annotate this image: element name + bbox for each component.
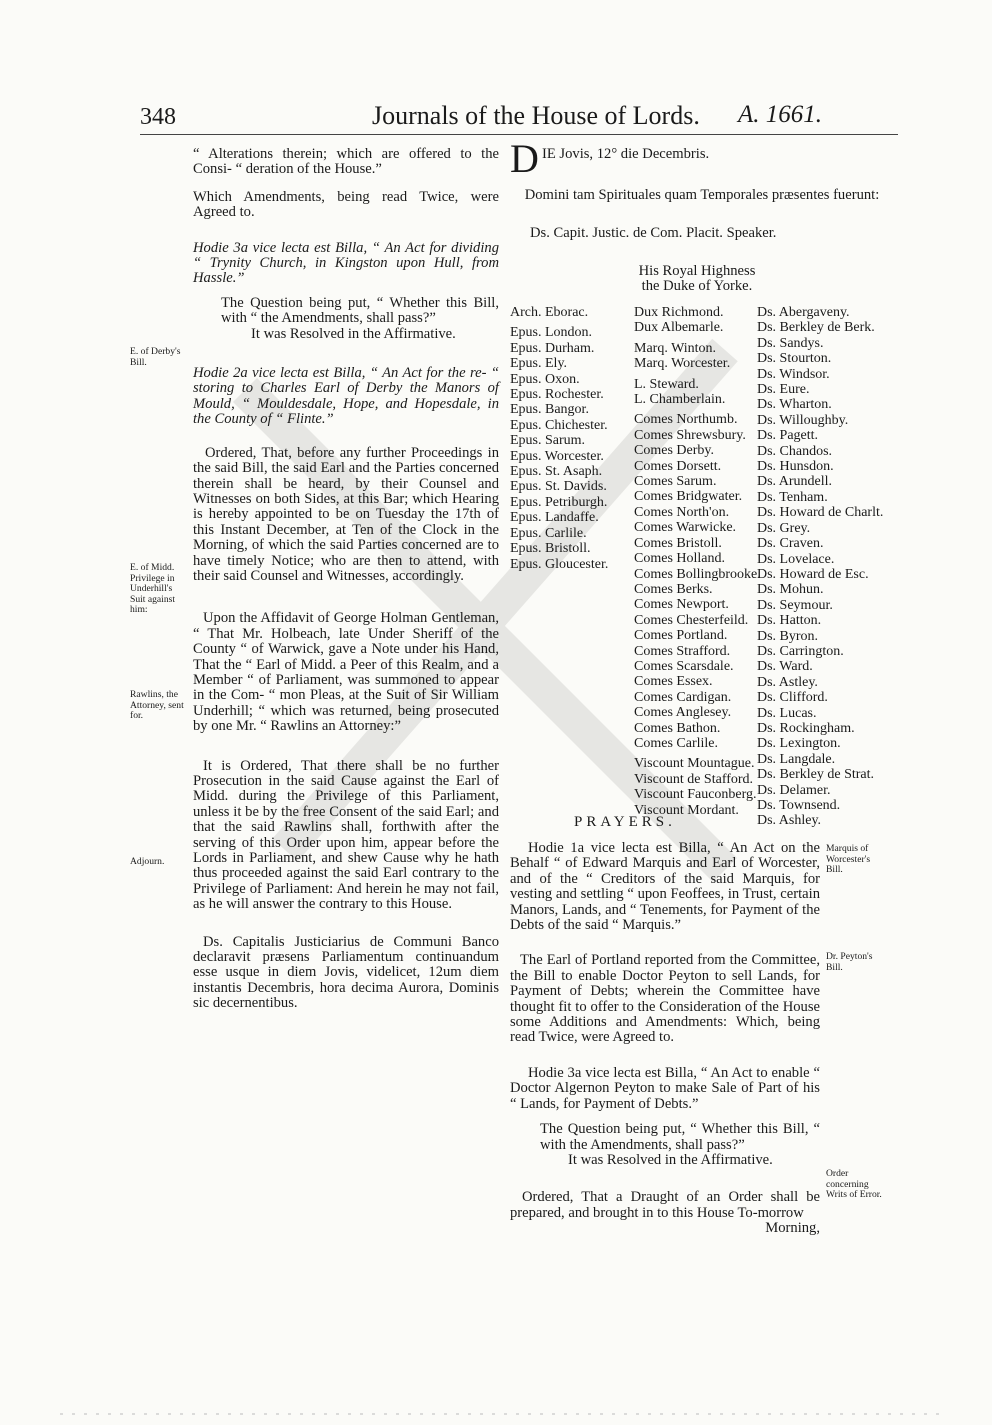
attendance-entry: Ds. Langdale. (757, 751, 836, 767)
attendance-entry: Epus. Oxon. (510, 371, 580, 387)
attendance-entry: Comes Chesterfeild. (634, 612, 749, 628)
attendance-entry: Epus. Bristoll. (510, 541, 591, 557)
attendance-entry: Marq. Worcester. (634, 356, 731, 372)
attendance-entry: Comes Strafford. (634, 643, 731, 659)
attendance-entry: Epus. Petriburgh. (510, 494, 608, 510)
attendance-entry: L. Chamberlain. (634, 392, 726, 408)
journal-year: A. 1661. (738, 101, 823, 128)
attendance-entry: Ds. Astley. (757, 674, 818, 690)
attendance-entry: Ds. Abergaveny. (757, 305, 850, 320)
attendance-entry: Ds. Craven. (757, 536, 824, 552)
attendance-entry: Ds. Tenham. (757, 489, 828, 505)
attendance-entry: Ds. Howard de Esc. (757, 566, 869, 582)
attendance-entry: Epus. Landaffe. (510, 510, 599, 526)
attendance-entry: Ds. Lexington. (757, 736, 841, 752)
attendance-entry: Comes Northumb. (634, 412, 738, 428)
attendance-entry: Epus. Bangor. (510, 402, 589, 418)
right-column-lower (510, 841, 820, 1237)
margin-note-order: Order concerning Writs of Error. (826, 1168, 882, 1200)
paragraph-resolved-peyton: It was Resolved in the Affirmative. (568, 1151, 773, 1168)
attendance-entry: Comes Bathon. (634, 720, 721, 736)
attendance-entry: Dux Richmond. (634, 305, 724, 320)
attendance-entry: Epus. Gloucester. (510, 556, 609, 572)
attendance-entry: Ds. Wharton. (757, 397, 832, 413)
attendance-entry: Comes Shrewsbury. (634, 427, 746, 443)
attendance-entry: Comes North'on. (634, 504, 730, 520)
drop-cap: D (510, 136, 539, 181)
paragraph-amendments: Which Amendments, being read Twice, were Agreed to. (193, 188, 499, 221)
attendance-entry: Comes Anglesey. (634, 705, 732, 721)
present-line: Domini tam Spirituales quam Temporales præsentes fuerunt: (524, 187, 880, 203)
paragraph-question: The Question being put, “ Whether this Bill, with “ the Amendments, shall pass?” (221, 294, 499, 327)
attendance-entry: Epus. Chichester. (510, 417, 608, 433)
attendance-entry: Comes Bristoll. (634, 535, 722, 551)
paragraph-question-peyton: The Question being put, “ Whether this Bill, “ with the Amendments, shall pass?” (540, 1121, 820, 1153)
attendance-entry: Ds. Berkley de Berk. (757, 320, 875, 336)
header-rule (140, 134, 898, 135)
attendance-entry: Ds. Townsend. (757, 798, 841, 813)
margin-note-midd: E. of Midd. Privilege in Underhill's Suit against him: (130, 562, 176, 615)
royal-line: His Royal Highness the Duke of Yorke. (638, 263, 756, 295)
attendance-entry: Ds. Byron. (757, 628, 819, 644)
attendance-entry: Viscount Mountague. (634, 756, 755, 772)
attendance-entry: Comes Scarsdale. (634, 658, 734, 674)
attendance-entry: Comes Bridgwater. (634, 489, 743, 505)
paragraph-ordered-draught: Ordered, That a Draught of an Order shall be prepared, and brought in to this House To-morrow (510, 1189, 820, 1221)
speaker-line: Ds. Capit. Justic. de Com. Placit. Speaker. (530, 225, 777, 241)
paragraph-ordered-derby: Ordered, That, before any further Proceedings in the said Bill, the said Earl and the Parties concerned therein shall be heard, by their Counsel and Witnesses on both Sides, at this Bar; which Hearing is hereby appointed to be on Tuesday the 17th of this Instant December, at Ten of the Clock in the Morning, of which the said Parties concerned are to have timely Notice; who are then to attend, with their said Counsel and Witnesses, accordingly. (193, 444, 499, 584)
attendance-entry: Epus. St. Asaph. (510, 464, 603, 480)
attendance-entry: Epus. Ely. (510, 356, 568, 372)
prayers-heading: PRAYERS. (574, 814, 676, 830)
margin-note-rawlins: Rawlins, the Attorney, sent for. (130, 689, 184, 721)
attendance-entry: Ds. Seymour. (757, 597, 833, 613)
attendance-entry: Comes Dorsett. (634, 458, 722, 474)
attendance-entry: Ds. Lovelace. (757, 551, 835, 567)
left-column (193, 147, 499, 1012)
attendance-entry: Ds. Carrington. (757, 643, 844, 659)
attendance-entry: Ds. Eure. (757, 382, 810, 398)
attendance-entry: Epus. Worcester. (510, 448, 604, 464)
attendance-entry: Ds. Howard de Charlt. (757, 505, 884, 521)
page-number: 348 (140, 104, 176, 130)
attendance-entry: Ds. Willoughby. (757, 412, 849, 428)
paragraph-ordered-rawlins: It is Ordered, That there shall be no further Prosecution in the said Cause against the Earl of Midd. during the Privilege of this Parliament, unless it be by the free Consent of the said Earl; and that the said Rawlins shall, forthwith after the serving of this Order upon him, appear before the Lords in Parliament, and shew Cause why he hath thus proceeded against the said Earl contrary to the Privilege of Parliament: And herein he may not fail, as he will answer the contrary to this House. (193, 757, 499, 913)
paragraph-worcester-bill: Hodie 1a vice lecta est Billa, “ An Act on the Behalf “ of Edward Marquis and Earl of Worcester, and of the “ Creditors of the said Marquis, for vesting and settling “ upon Feoffees, in Trust, certain Manors, Lands, and “ Tenements, for Payment of the Debts of the said “ Marquis.” (510, 840, 820, 934)
attendance-entry: Ds. Stourton. (757, 351, 832, 367)
attendance-entry: Ds. Hatton. (757, 613, 822, 629)
margin-note-derby: E. of Derby's Bill. (130, 346, 181, 368)
attendance-entry: Comes Essex. (634, 674, 713, 690)
attendance-entry: Epus. Durham. (510, 340, 595, 356)
paragraph-affidavit: Upon the Affidavit of George Holman Gentleman, “ That Mr. Holbeach, late Under Sheriff of the County “ of Warwick, gave a Note under his Hand, That the “ Earl of Midd. a Peer of this Realm, and a Member “ of Parliament, was summoned to appear in the Com- “ mon Pleas, at the Suit of Sir William Underhill; “ which was returned, being prosecuted by one Mr. “ Rawlins an Attorney:” (193, 610, 499, 735)
attendance-entry: Epus. St. Davids. (510, 479, 607, 495)
paragraph-trynity-bill: Hodie 3a vice lecta est Billa, “ An Act for dividing “ Trynity Church, in Kingston upon Hull, from Hassle.” (193, 239, 499, 287)
attendance-entry: Ds. Grey. (757, 520, 811, 536)
attendance-entry: Comes Sarum. (634, 474, 717, 490)
paragraph-portland-report: The Earl of Portland reported from the Committee, the Bill to enable Doctor Peyton to sell Lands, for Payment of Debts; wherein the Committee have thought fit to offer to the Consideration of the House some Additions and Amendments: Which, being read Twice, were Agreed to. (510, 952, 820, 1046)
attendance-entry: Comes Newport. (634, 597, 729, 613)
attendance-entry: Epus. London. (510, 325, 593, 341)
margin-note-peyton: Dr. Peyton's Bill. (826, 951, 873, 973)
attendance-entry: Epus. Sarum. (510, 433, 586, 449)
attendance-entry: Epus. Carlile. (510, 525, 587, 541)
attendance-entry: Comes Portland. (634, 628, 728, 644)
date-line: IE Jovis, 12° die Decembris. (542, 146, 710, 162)
attendance-entry: Ds. Chandos. (757, 443, 833, 459)
attendance-entry: Viscount Fauconberg. (634, 787, 757, 803)
attendance-entry: Ds. Sandys. (757, 335, 824, 351)
attendance-entry: Ds. Delamer. (757, 782, 831, 798)
paragraph-morning: Morning, (765, 1220, 820, 1237)
margin-note-worcester: Marquis of Worcester's Bill. (826, 843, 871, 875)
attendance-entry: Ds. Windsor. (757, 366, 830, 382)
attendance-entry: Comes Derby. (634, 443, 714, 459)
paragraph-alterations: “ Alterations therein; which are offered to the Consi- “ deration of the House.” (193, 146, 499, 178)
attendance-entry: Dux Albemarle. (634, 320, 724, 336)
attendance-entry: Ds. Ashley. (757, 813, 822, 829)
attendance-entry: L. Steward. (634, 376, 699, 392)
attendance-entry: Viscount Mordant. (634, 802, 739, 818)
attendance-entry: Marq. Winton. (634, 340, 717, 356)
attendance-entry: Ds. Rockingham. (757, 720, 855, 736)
attendance-entry: Ds. Ward. (757, 659, 813, 675)
attendance-barons (757, 305, 883, 829)
attendance-entry: Comes Cardigan. (634, 689, 732, 705)
attendance-peers (634, 305, 761, 818)
attendance-entry: Ds. Hunsdon. (757, 459, 834, 475)
attendance-entry: Comes Bollingbrooke. (634, 566, 761, 582)
attendance-bishops (510, 305, 608, 572)
attendance-entry: Arch. Eborac. (510, 305, 589, 320)
attendance-entry: Comes Warwicke. (634, 520, 737, 536)
attendance-entry: Ds. Pagett. (757, 428, 819, 444)
journal-title: Journals of the House of Lords. (372, 101, 700, 130)
attendance-entry: Comes Berks. (634, 581, 713, 597)
attendance-entry: Comes Carlile. (634, 735, 718, 751)
attendance-entry: Ds. Clifford. (757, 690, 828, 706)
paragraph-adjournment: Ds. Capitalis Justiciarius de Communi Banco declaravit præsens Parliamentum continuandum esse usque in diem Jovis, videlicet, 12um diem instantis Decembris, hora decima Aurora, Dominis sic decernentibus. (193, 933, 499, 1012)
attendance-entry: Ds. Berkley de Strat. (757, 767, 875, 783)
attendance-entry: Ds. Arundell. (757, 474, 833, 490)
paragraph-peyton-bill: Hodie 3a vice lecta est Billa, “ An Act to enable “ Doctor Algernon Peyton to make Sale of Part of his “ Lands, for Payment of Debts.” (510, 1064, 820, 1112)
margin-note-adjourn: Adjourn. (130, 856, 165, 867)
attendance-entry: Comes Holland. (634, 551, 725, 567)
attendance-entry: Epus. Rochester. (510, 387, 604, 403)
scan-marks (0, 1410, 992, 1418)
attendance-entry: Ds. Mohun. (757, 582, 824, 598)
attendance-entry: Viscount de Stafford. (634, 771, 754, 787)
paragraph-derby-bill: Hodie 2a vice lecta est Billa, “ An Act for the re- “ storing to Charles Earl of Derby the Manors of Mould, “ Mouldesdale, Hope, and Hopesdale, in the County of “ Flinte.” (193, 365, 499, 428)
attendance-entry: Ds. Lucas. (757, 705, 817, 721)
paragraph-resolved: It was Resolved in the Affirmative. (251, 325, 456, 342)
